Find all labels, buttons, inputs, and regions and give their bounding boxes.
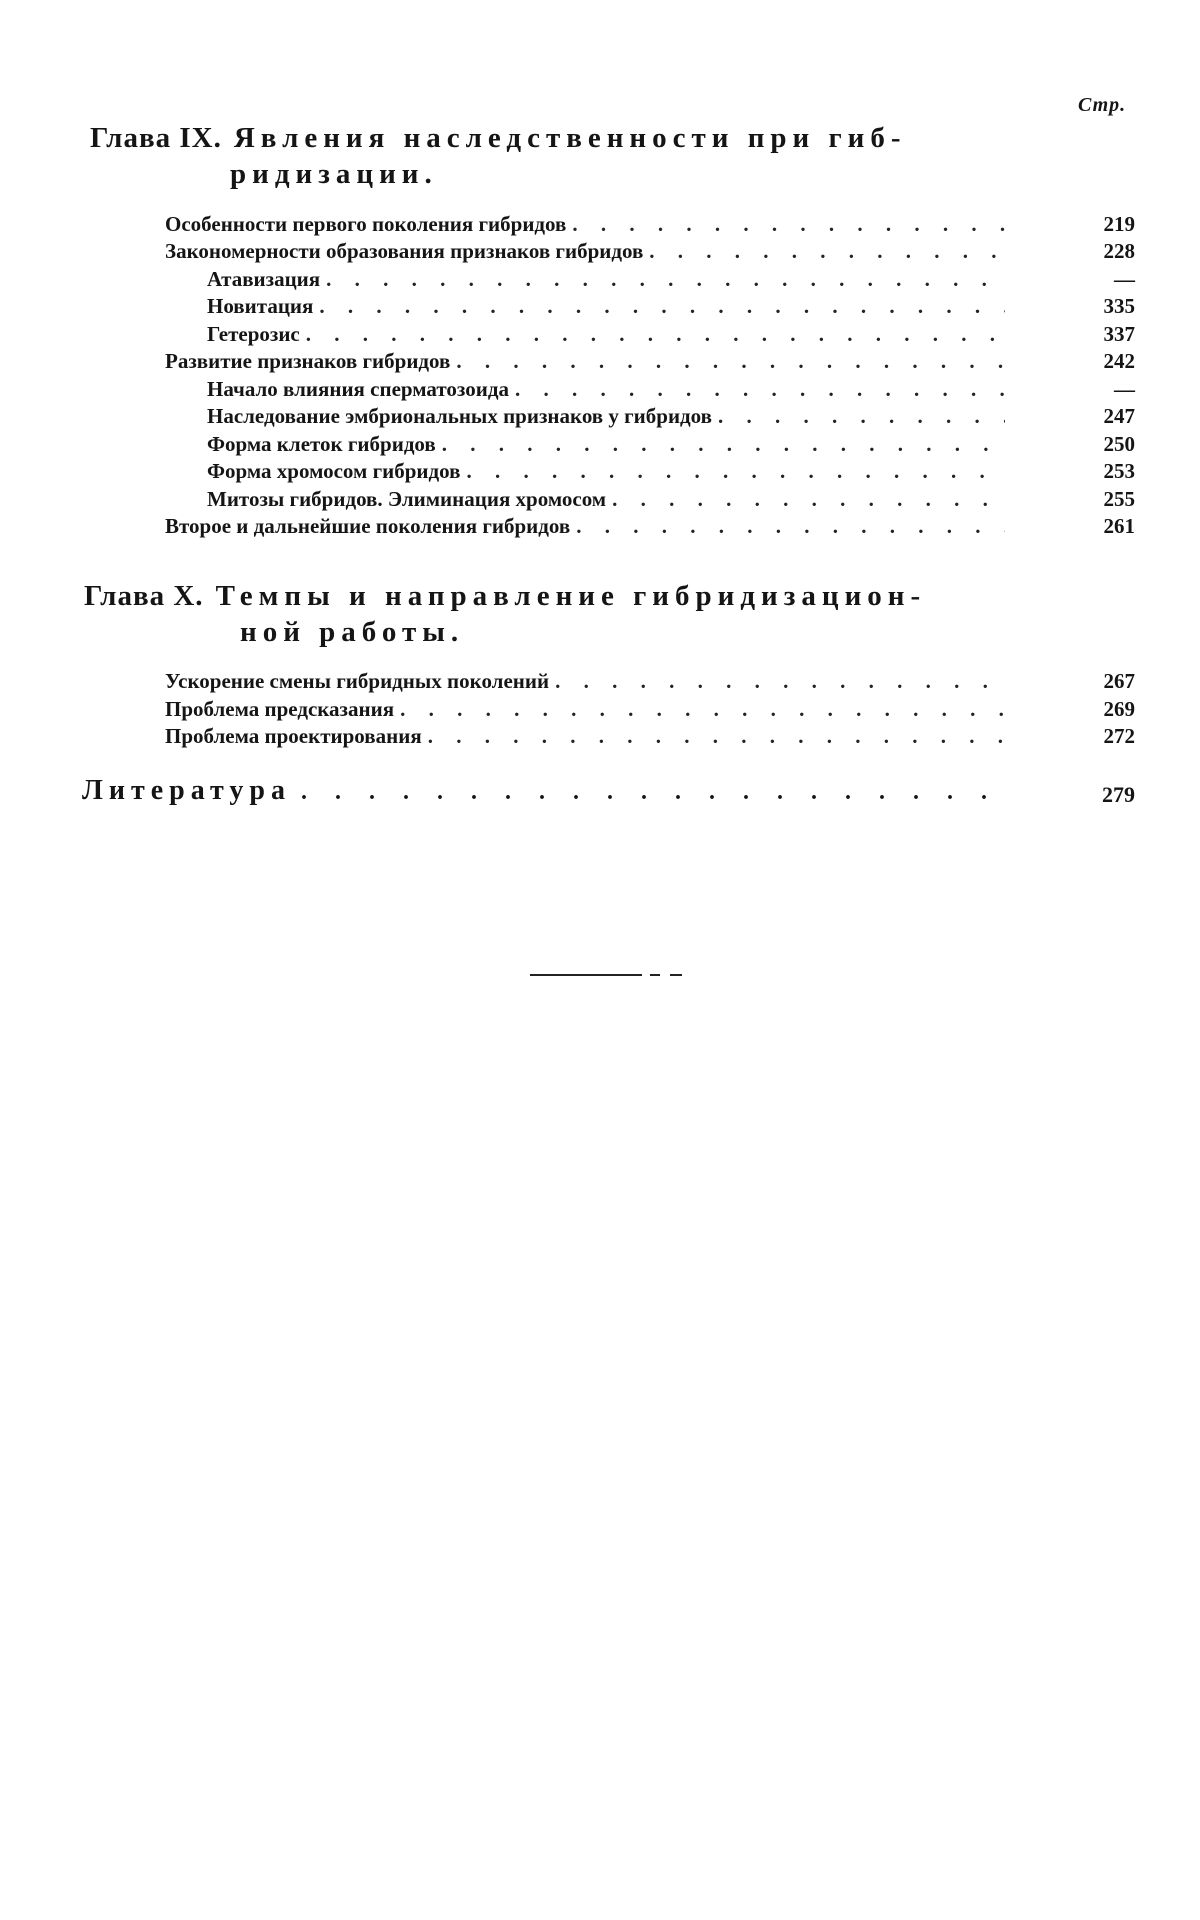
toc-entry-title: Особенности первого поколения гибридов: [165, 212, 567, 236]
toc-entry-page: 337: [1103, 322, 1135, 346]
toc-entry-page: 247: [1103, 404, 1135, 428]
toc-entry[interactable]: [207, 321, 1005, 347]
toc-entry-literature[interactable]: [82, 775, 1002, 811]
toc-entry-page: 269: [1103, 697, 1135, 721]
toc-entry-page: 228: [1103, 239, 1135, 263]
toc-entry-page: —: [1114, 267, 1135, 291]
toc-entry-title: Гетерозис: [207, 322, 300, 346]
toc-entry[interactable]: [165, 211, 1005, 237]
toc-entry[interactable]: [207, 486, 1005, 512]
toc-entry-page: 261: [1103, 514, 1135, 538]
chapter-9-heading: [90, 120, 1010, 192]
toc-entry-title: Начало влияния сперматозоида: [207, 377, 509, 401]
page-column-label: Стр.: [1078, 94, 1127, 116]
toc-entry-page: 253: [1103, 459, 1135, 483]
dot-leader: [428, 723, 1005, 749]
toc-entry-title: Второе и дальнейшие поколения гибридов: [165, 514, 571, 538]
toc-entry-page: 219: [1103, 212, 1135, 236]
dot-leader: [649, 238, 1005, 264]
chapter-10-label: Глава X.: [84, 580, 204, 612]
dot-leader: [456, 348, 1005, 374]
dot-leader: [319, 293, 1005, 319]
dot-leader: [326, 266, 1005, 292]
toc-entry[interactable]: [207, 458, 1005, 484]
toc-entry[interactable]: [165, 238, 1005, 264]
toc-entry-title: Проблема проектирования: [165, 724, 422, 748]
dot-leader: [515, 376, 1005, 402]
chapter-9-title-line1: Явления наследственности при гиб-: [233, 122, 907, 154]
chapter-9-label: Глава IX.: [90, 122, 222, 154]
toc-entry-page: 255: [1103, 487, 1135, 511]
toc-entry[interactable]: [165, 696, 1005, 722]
toc-entry-page: —: [1114, 377, 1135, 401]
dot-leader: [572, 211, 1005, 237]
dot-leader: [400, 696, 1005, 722]
toc-entry[interactable]: [207, 403, 1005, 429]
toc-entry-title: Проблема предсказания: [165, 697, 395, 721]
chapter-9-title-line2: ридизации.: [230, 158, 438, 190]
toc-entry[interactable]: [165, 668, 1005, 694]
toc-entry-page: 267: [1103, 669, 1135, 693]
dot-leader: [466, 458, 1005, 484]
dot-leader: [576, 513, 1005, 539]
toc-entry[interactable]: [165, 513, 1005, 539]
toc-entry-title: Митозы гибридов. Элиминация хромосом: [207, 487, 607, 511]
toc-entry-title: Развитие признаков гибридов: [165, 349, 451, 373]
toc-entry-page: 250: [1103, 432, 1135, 456]
toc-entry-title: Новитация: [207, 294, 314, 318]
chapter-10-title-line1: Темпы и направление гибридизацион-: [215, 580, 927, 612]
toc-entry[interactable]: [207, 293, 1005, 319]
chapter-10-title-line2: ной работы.: [240, 616, 465, 648]
toc-entry-title: Наследование эмбриональных признаков у гибридов: [207, 404, 712, 428]
toc-entry[interactable]: [207, 376, 1005, 402]
dot-leader: [306, 321, 1005, 347]
dot-leader: [301, 779, 1002, 806]
toc-entry[interactable]: [207, 431, 1005, 457]
chapter-10-heading: [84, 578, 1004, 650]
dot-leader: [555, 668, 1005, 694]
toc-entry-title: Форма хромосом гибридов: [207, 459, 461, 483]
toc-entry-title: Ускорение смены гибридных поколений: [165, 669, 550, 693]
toc-entry[interactable]: [165, 348, 1005, 374]
literature-title: Литература: [82, 775, 291, 806]
dot-leader: [612, 486, 1005, 512]
toc-entry-page: 335: [1103, 294, 1135, 318]
dot-leader: [718, 403, 1005, 429]
toc-entry-page: 272: [1103, 724, 1135, 748]
toc-entry-title: Форма клеток гибридов: [207, 432, 436, 456]
toc-entry-title: Закономерности образования признаков гибридов: [165, 239, 644, 263]
toc-entry[interactable]: [165, 723, 1005, 749]
toc-entry-page: 242: [1103, 349, 1135, 373]
dot-leader: [442, 431, 1005, 457]
toc-entry[interactable]: [207, 266, 1005, 292]
toc-entry-title: Атавизация: [207, 267, 321, 291]
literature-page: 279: [1102, 782, 1135, 807]
